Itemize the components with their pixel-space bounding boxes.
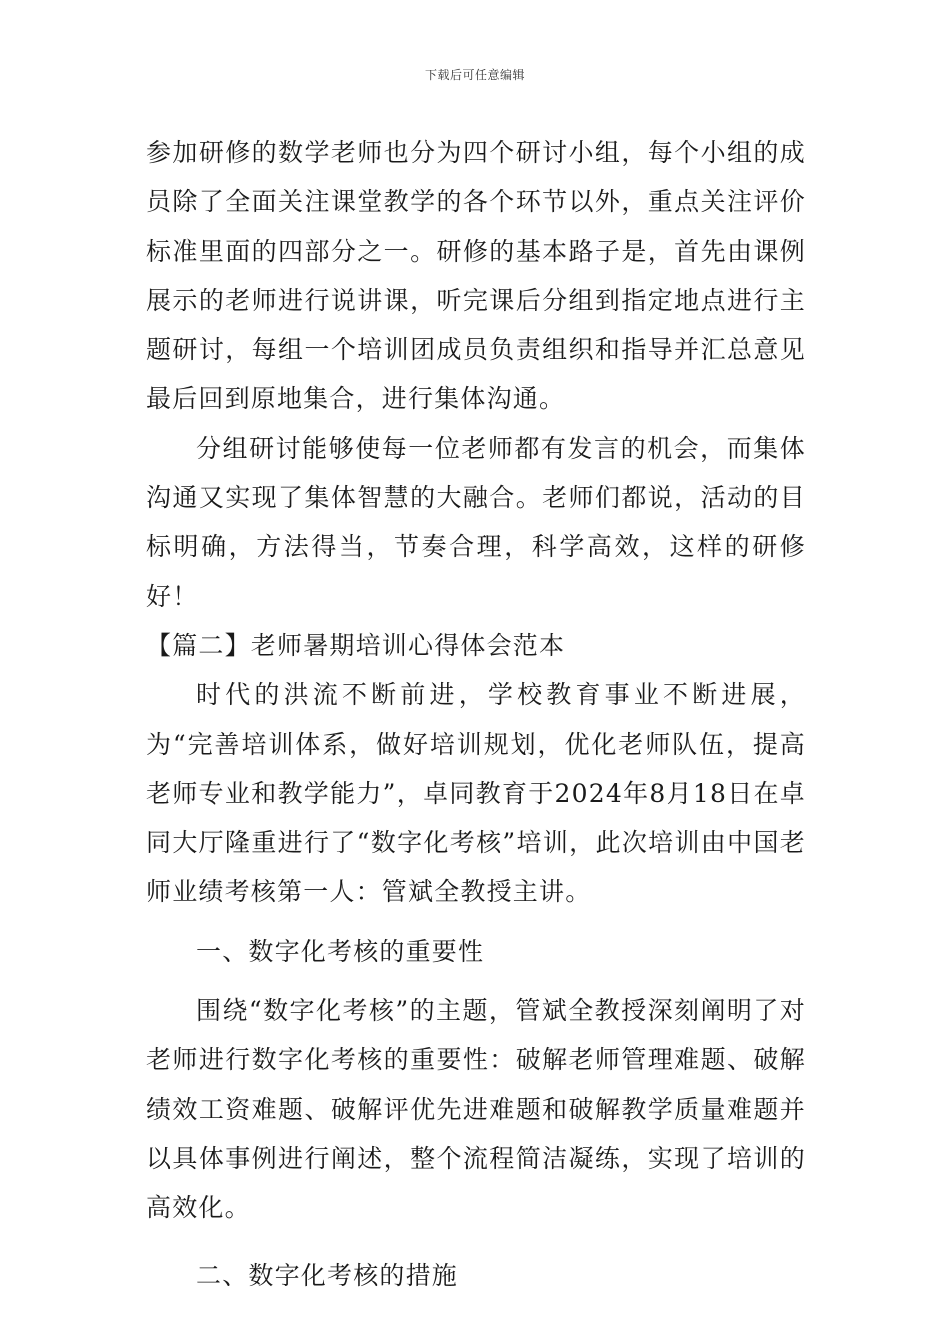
subheading-2: 二、数字化考核的措施: [196, 1260, 459, 1290]
paragraph-2: 分组研讨能够使每一位老师都有发言的机会，而集体沟通又实现了集体智慧的大融合。老师们都说，活动的目标明确，方法得当，节奏合理，科学高效，这样的研修好！: [146, 433, 806, 611]
paragraph-1: 参加研修的数学老师也分为四个研讨小组，每个小组的成员除了全面关注课堂教学的各个环节以外，重点关注评价标准里面的四部分之一。研修的基本路子是，首先由课例展示的老师进行说讲课，听完课后分组到指定地点进行主题研讨，每组一个培训团成员负责组织和指导并汇总意见最后回到原地集合，进行集体沟通。: [146, 138, 806, 414]
page-header: 下载后可任意编辑: [424, 68, 525, 82]
paragraph-3: 时代的洪流不断前进，学校教育事业不断进展，为“完善培训体系，做好培训规划，优化老师队伍，提高老师专业和教学能力”，卓同教育于2024年8月18日在卓同大厅隆重进行了“数字化考核”培训，此次培训由中国老师业绩考核第一人：管斌全教授主讲。: [146, 680, 806, 907]
paragraph-4: 围绕“数字化考核”的主题，管斌全教授深刻阐明了对老师进行数字化考核的重要性：破解老师管理难题、破解绩效工资难题、破解评优先进难题和破解教学质量难题并以具体事例进行阐述，整个流程简洁凝练，实现了培训的高效化。: [146, 996, 806, 1223]
section-title: 【篇二】老师暑期培训心得体会范本: [146, 630, 566, 660]
subheading-1: 一、数字化考核的重要性: [196, 936, 485, 966]
document-body: [146, 128, 806, 1300]
